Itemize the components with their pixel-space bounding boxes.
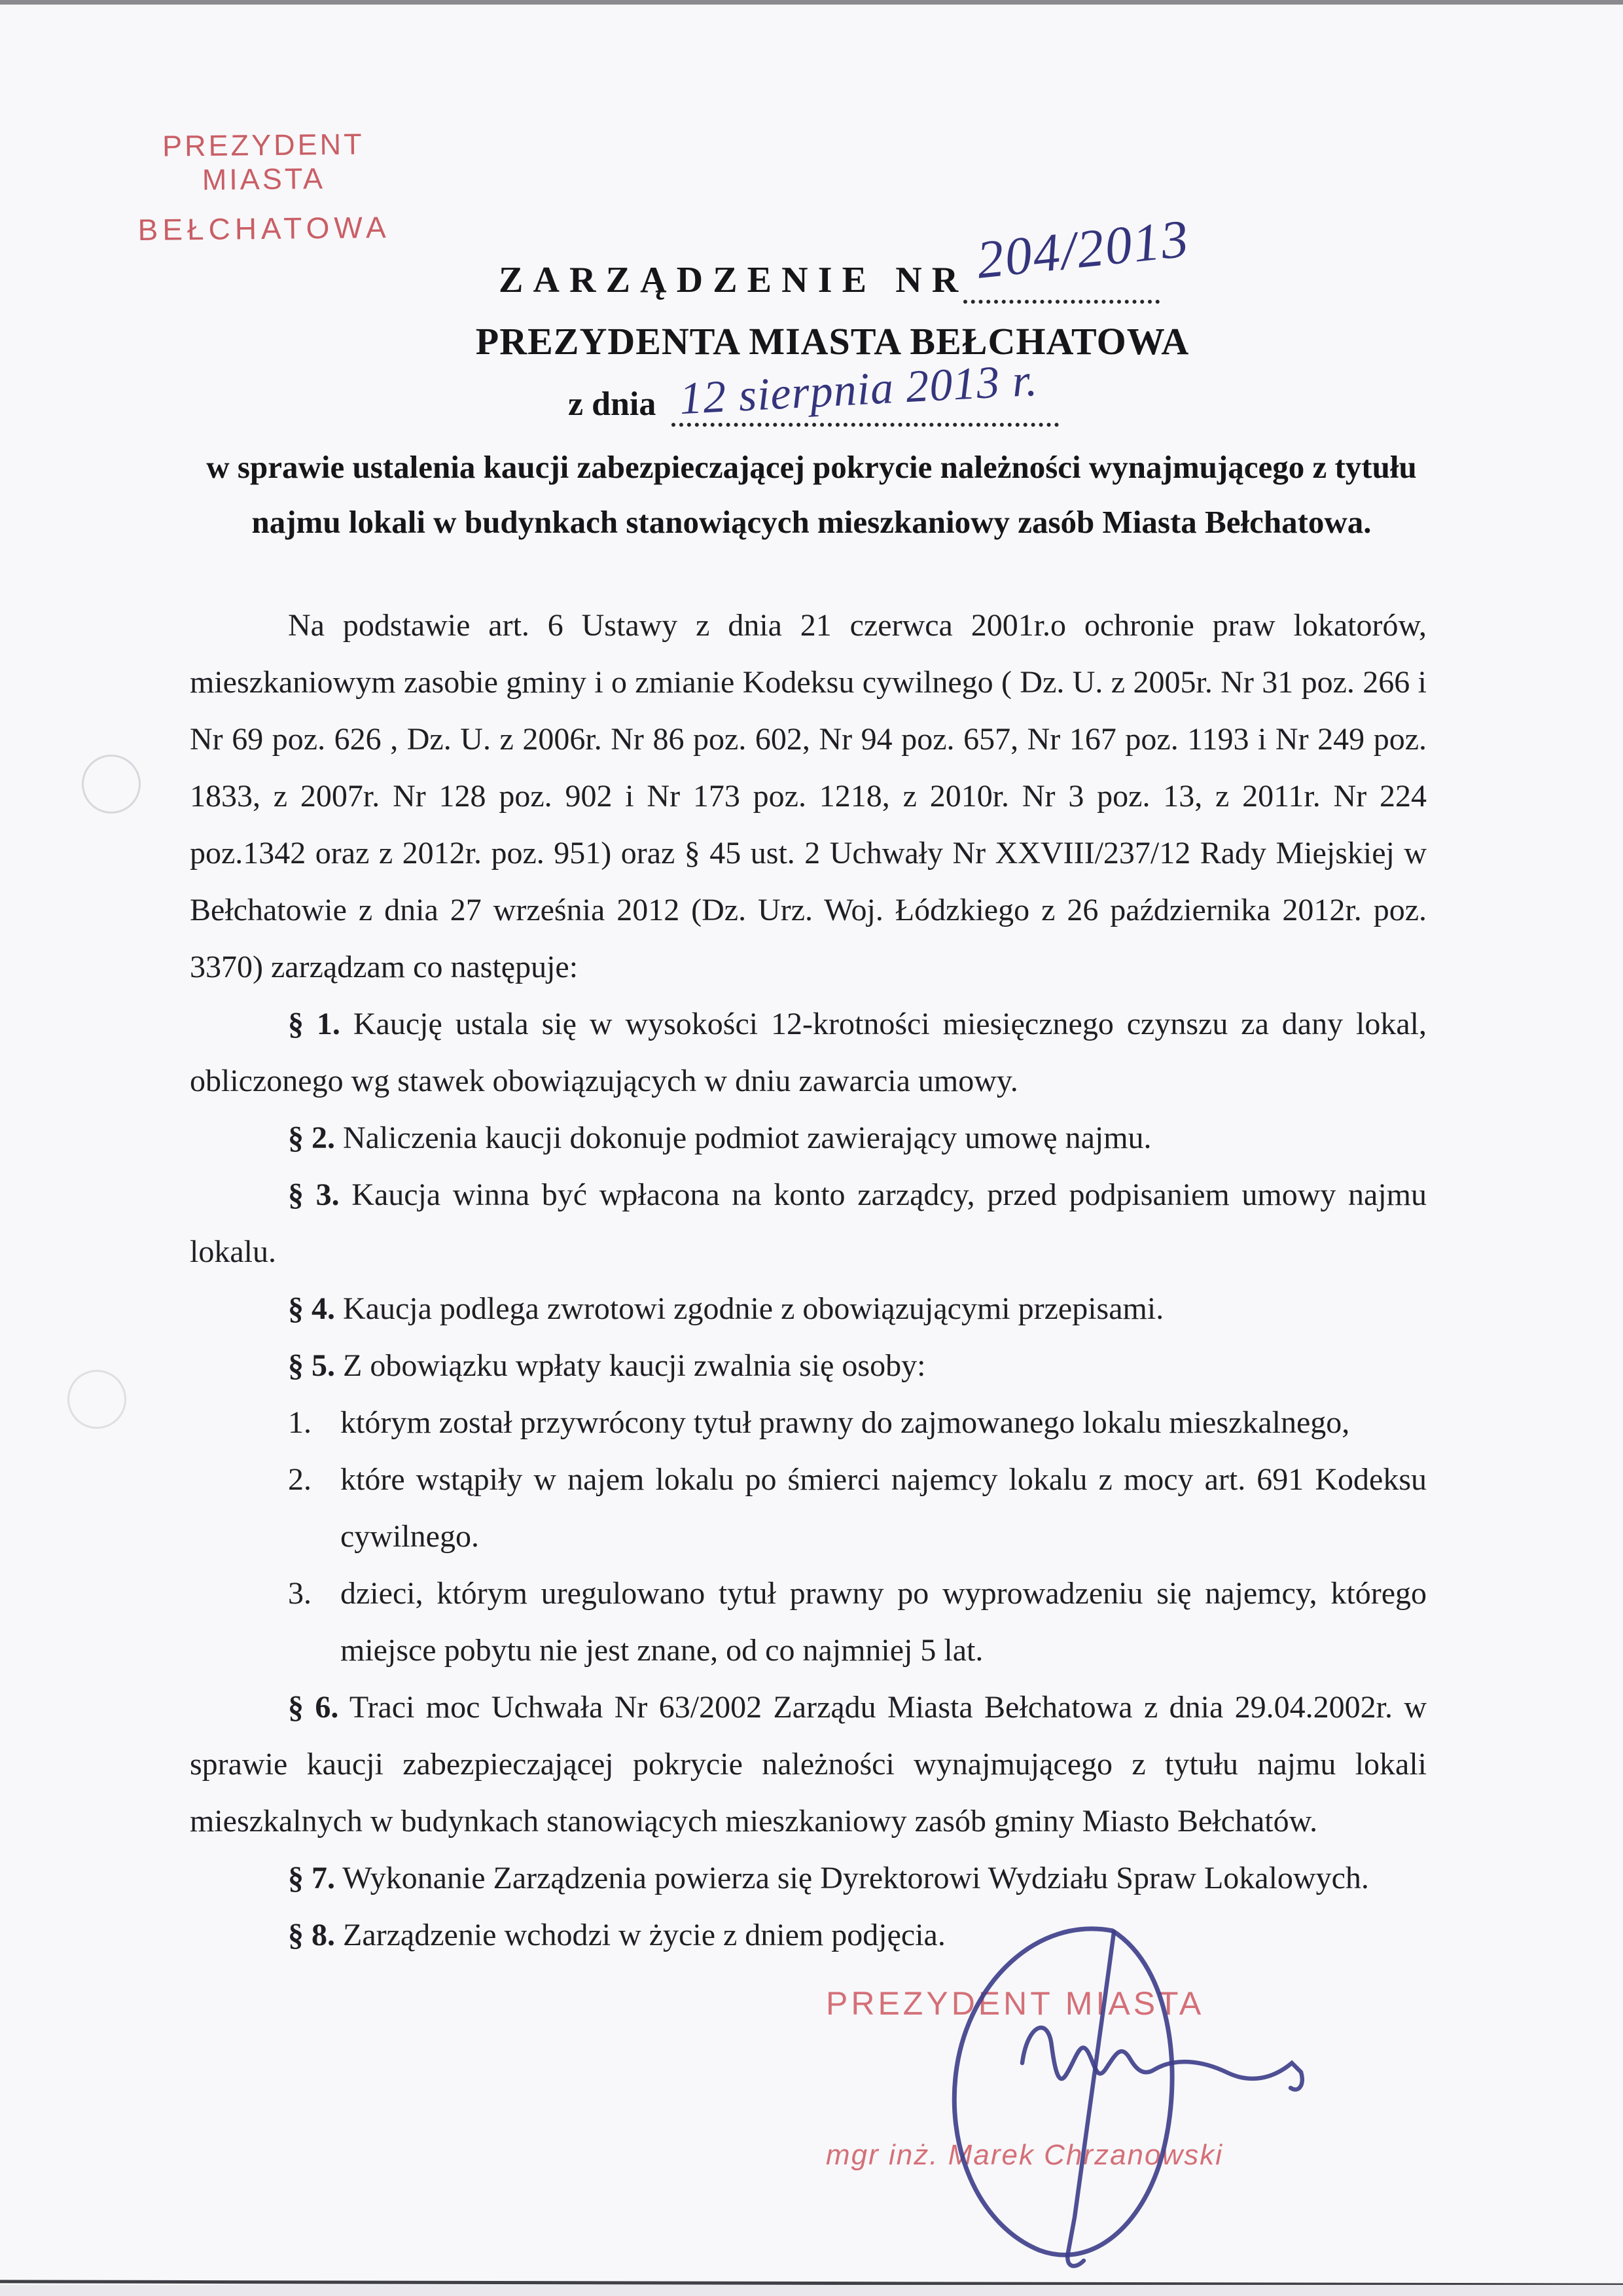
list-item-number: 3. <box>288 1576 312 1611</box>
date-label: z dnia <box>568 386 656 423</box>
subject-block <box>0 440 1623 550</box>
preamble-paragraph: Na podstawie art. 6 Ustawy z dnia 21 czerwca 2001r.o ochronie praw lokatorów, mieszkaniowym zasobie gminy i o zmianie Kodeksu cywilnego ( Dz. U. z 2005r. Nr 31 poz. 266 i Nr 69 poz. 626 , Dz. U. z 2006r. Nr 86 poz. 602, Nr 94 poz. 657, Nr 167 poz. 1193 i Nr 249 poz. 1833, z 2007r. Nr 128 poz. 902 i Nr 173 poz. 1218, z 2010r. Nr 3 poz. 13, z 2011r. Nr 224 poz.1342 oraz z 2012r. poz. 951) oraz § 45 ust. 2 Uchwały Nr XXVIII/237/12 Rady Miejskiej w Bełchatowie z dnia 27 września 2012 (Dz. Urz. Woj. Łódzkiego z 26 października 2012r. poz. 3370) zarządzam co następuje: <box>190 608 1427 984</box>
section-3 <box>190 1166 1427 1280</box>
scan-edge-bottom-fill <box>0 2285 1623 2296</box>
list-item-number: 2. <box>288 1462 312 1497</box>
subject-line-2: najmu lokali w budynkach stanowiących mieszkaniowy zasób Miasta Bełchatowa. <box>251 504 1372 540</box>
section-6 <box>190 1679 1427 1850</box>
list-item-text: które wstąpiły w najem lokalu po śmierci najemcy lokalu z mocy art. 691 Kodeksu cywilnego. <box>340 1462 1427 1554</box>
section-text: Wykonanie Zarządzenia powierza się Dyrektorowi Wydziału Spraw Lokalowych. <box>342 1861 1369 1895</box>
section-mark: § 1. <box>288 1007 340 1041</box>
section-text: Traci moc Uchwała Nr 63/2002 Zarządu Miasta Bełchatowa z dnia 29.04.2002r. w sprawie kaucji zabezpieczającej pokrycie należności wynajmującego z tytułu najmu lokali mieszkalnych w budynkach stanowiących mieszkaniowy zasób gminy Miasto Bełchatów. <box>190 1690 1427 1839</box>
list-item-text: dzieci, którym uregulowano tytuł prawny po wyprowadzeniu się najemcy, którego miejsce pobytu nie jest znane, od co najmniej 5 lat. <box>340 1576 1427 1668</box>
section-mark: § 5. <box>288 1348 335 1383</box>
section-5 <box>190 1337 1427 1394</box>
hole-punch-mark <box>82 755 141 814</box>
subject-line-1: w sprawie ustalenia kaucji zabezpieczającej pokrycie należności wynajmującego z tytułu <box>206 449 1417 485</box>
stamp-line: BEŁCHATOWA <box>137 209 391 247</box>
office-stamp-top-left <box>109 127 418 248</box>
section-text: Kaucja podlega zwrotowi zgodnie z obowiązującymi przepisami. <box>343 1291 1164 1326</box>
list-item-1 <box>190 1394 1427 1451</box>
section-1 <box>190 996 1427 1109</box>
section-text: Naliczenia kaucji dokonuje podmiot zawierający umowę najmu. <box>343 1121 1152 1155</box>
section-text: Zarządzenie wchodzi w życie z dniem podjęcia. <box>343 1918 946 1952</box>
scan-edge-top <box>0 0 1623 5</box>
handwritten-ordinance-number: 204/2013 <box>974 208 1192 290</box>
issuer-line: PREZYDENTA MIASTA BEŁCHATOWA <box>475 320 1190 363</box>
section-text: Kaucję ustala się w wysokości 12-krotności miesięcznego czynszu za dany lokal, obliczonego wg stawek obowiązujących w dniu zawarcia umowy. <box>190 1007 1427 1098</box>
section-mark: § 3. <box>288 1177 340 1212</box>
section-mark: § 4. <box>288 1291 335 1326</box>
section-mark: § 2. <box>288 1121 335 1155</box>
handwritten-signature <box>870 1911 1329 2278</box>
list-item-3 <box>190 1565 1427 1679</box>
section-4 <box>190 1280 1427 1337</box>
list-item-number: 1. <box>288 1405 312 1440</box>
handwritten-date: 12 sierpnia 2013 r. <box>678 355 1039 425</box>
section-7 <box>190 1850 1427 1907</box>
section-mark: § 8. <box>288 1918 335 1952</box>
signature-stamp-title: PREZYDENT MIASTA <box>826 1985 1205 2022</box>
stamp-line: PREZYDENT MIASTA <box>162 127 365 196</box>
section-text: Kaucja winna być wpłacona na konto zarządcy, przed podpisaniem umowy najmu lokalu. <box>190 1177 1427 1269</box>
section-mark: § 7. <box>288 1861 335 1895</box>
hole-punch-mark <box>67 1370 126 1429</box>
list-item-text: którym został przywrócony tytuł prawny do zajmowanego lokalu mieszkalnego, <box>340 1405 1350 1440</box>
list-item-2 <box>190 1451 1427 1565</box>
ordinance-body <box>190 597 1427 1964</box>
ordinance-title: ZARZĄDZENIE NR <box>499 260 969 300</box>
section-2 <box>190 1109 1427 1166</box>
section-mark: § 6. <box>288 1690 339 1725</box>
signature-stamp-name: mgr inż. Marek Chrzanowski <box>826 2139 1224 2171</box>
section-text: Z obowiązku wpłaty kaucji zwalnia się osoby: <box>343 1348 926 1383</box>
